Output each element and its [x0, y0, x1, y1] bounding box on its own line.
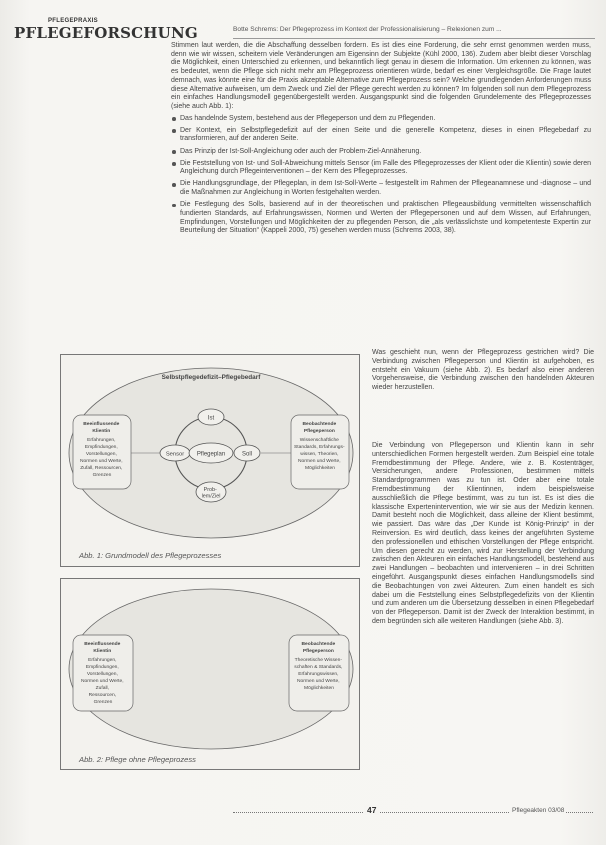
figure-2-caption: Abb. 2: Pflege ohne Pflegeprozess [79, 755, 196, 764]
column-paragraph-2: Die Verbindung von Pflegeperson und Klientin kann in sehr unterschiedlichen Formen hergestellt werden. Zum Beispiel eine totale Fremdbestimmung der Pflege. Andere, wie z. B. Kostenträger, Versicherungen, andere Professionen, bestimmen mittels Standardprogrammen was zu tun ist. Oder aber eine totale Fremdbestimmung der Klientinnen, indem beispielsweise ausschließlich die Pflege bestimmt, was zu tun ist. Es ist dies die klassische Expertenintervention, wie wir sie aus der Medizin kennen. Damit besteht noch die Möglichkeit, dass alleine der Klient bestimmt, wie passiert. Das wäre das „Der Kunde ist König-Prinzip“ in der Reinversion. Es wird deutlich, dass keines der angeführten Systeme den professionellen und ethischen Vorstellungen der Pflege entspricht. Um diesen gerecht zu werden, wird zur Herstellung der Verbindung zwischen den Akteuren ein einfaches Handlungsmodell, bestehend aus zwei Handlungen – beobachten und intervenieren – in drei Schritten eingeführt. Ausgangspunkt dieses einfachen Handlungsmodells sind die Beobachtungen von zwei Akteuren. Zum einen handelt es sich dabei um die Feststellung eines Selbstpflegedefizits von der Klientin und zum anderen um die Übersetzung desselben in einen Pflegebedarf von der Pflegeperson. Damit ist der Zweck der Interaktion bestimmt, in dem begründen sich alle weiteren Handlungen (siehe Abb. 3). [372, 442, 594, 625]
node-problem-ziel-label: Prob- lem/Ziel [201, 487, 221, 500]
bullet-list [171, 115, 591, 236]
intro-paragraph: Stimmen laut werden, die die Abschaffung desselben fordern. Es ist dies eine Forderung, die sehr ernst genommen werden muss, denn wie wir wissen, scheitern viele Veränderungen am Eigensinn der Subjekte (Kühl 2000, 136). Zudem aber bleibt dieser Vorschlag die Möglichkeit, einen Unterschied zu erkennen, und bekanntlich liegt genau in diesem die Information. Um erkennen zu können, was es bedeutet, wenn die Pflege sich nicht mehr am Pflegeprozess orientieren würde, bedarf es einer Vergleichsgröße. Die Frage lautet demnach, was könnte eine für die Praxis akzeptable Alternative zum Pflegeprozess sein? Welche grundlegenden Anforderungen muss diese Alternative aufweisen, um dem Zweck und Ziel der Pflege gerecht werden zu können? Im folgenden soll nun dem Pflegeprozess ein einfaches Handlungsmodell gegenübergestellt werden. Ausgangspunkt sind die folgenden Grundelemente des Pflegeprozesses (siehe auch Abb. 1): [171, 42, 591, 110]
node-sensor-label: Sensor [165, 451, 185, 458]
list-item: Das handelnde System, bestehend aus der Pflegeperson und dem zu Pflegenden. [171, 115, 591, 124]
list-item: Der Kontext, ein Selbstpflegedefizit auf der einen Seite und die generelle Kompetenz, dieses in einen Pflegebedarf zu transformieren, auf der anderen Seite. [171, 127, 591, 144]
masthead-subtitle: PFLEGEPRAXIS [48, 18, 98, 24]
figure-1 [60, 354, 360, 567]
list-item: Die Handlungsgrundlage, der Pflegeplan, in dem Ist-Soll-Werte – festgestellt im Rahmen der Pflegeanamnese und -diagnose – und die Maßnahmen zur Angleichung in Worten festgehalten werden. [171, 180, 591, 197]
left-box-text: Beeinflussende Klientin Erfahrungen, Empfindungen, Vorstellungen, Normen und Werte, Zufall, Ressourcen, Grenzen [80, 422, 123, 478]
column-paragraph-1: Was geschieht nun, wenn der Pflegeprozess gestrichen wird? Die Verbindung zwischen Pflegeperson und Klientin ist aufgehoben, es entsteht ein Vakuum (siehe Abb. 2). Es bedarf also einer anderen Vorgehensweise, die Verbindung zwischen den handelnden Akteuren wieder herzustellen. [372, 349, 594, 392]
figure-1-caption: Abb. 1: Grundmodell des Pflegeprozesses [79, 551, 222, 560]
node-soll-label: Soll [241, 451, 253, 458]
figure-1-diagram [61, 355, 361, 568]
outer-label: Selbstpflegedefizit–Pflegebedarf [161, 374, 261, 381]
right-box-text: Beobachtende Pflegeperson Wissenschaftliche Standards, Erfahrungs- wissen, Theorien, Normen und Werte, Möglichkeiten [294, 422, 345, 471]
right-box-text: Beobachtende Pflegeperson Theoretische Wissen- schaften & Standards, Erfahrungswissen, Normen und Werte, Möglichkeiten [294, 642, 343, 691]
node-pflegeplan-label: Pflegeplan [196, 451, 226, 458]
left-box-text: Beeinflussende Klientin Erfahrungen, Empfindungen, Vorstellungen, Normen und Werte, Zufall, Ressourcen, Grenzen [81, 642, 124, 705]
masthead-title [14, 18, 198, 42]
footer-issue: Pflegeakten 03/08 [512, 807, 565, 814]
page-number: 47 [364, 805, 379, 815]
header-rule [233, 38, 595, 39]
list-item: Das Prinzip der Ist-Soll-Angleichung oder auch der Problem-Ziel-Annäherung. [171, 148, 591, 157]
running-head: Botte Schrems: Der Pflegeprozess im Kontext der Professionalisierung – Relexionen zum ... [233, 26, 502, 33]
list-item: Die Festlegung des Solls, basierend auf in der theoretischen und praktischen Pflegeausbildung vermittelten wissenschaftlich fundierten Standards, auf Erfahrungswissen, Normen und Werten der Pflegepersonen und auf dem Wissen, auf Erfahrungen, Empfindungen, Vorstellungen und Möglichkeiten der zu pflegenden Person, die „als verlässlichste und kompetenteste Expertin zur Beurteilung der Situation“ (Kappeli 2000, 75) gesehen werden muss (Schrems 2003, 38). [171, 201, 591, 236]
figure-2 [60, 578, 360, 770]
masthead-text: PFLEGEFORSCHUNG [14, 24, 198, 42]
list-item: Die Feststellung von Ist- und Soll-Abweichung mittels Sensor (im Falle des Pflegeprozesses der Klient oder die Klientin) sowie deren Angleichung durch Pflegeinterventionen – der Kern des Pflegeprozesses. [171, 160, 591, 177]
figure-2-diagram [61, 579, 361, 771]
body-text [171, 42, 591, 239]
node-ist-label: Ist [207, 415, 215, 422]
